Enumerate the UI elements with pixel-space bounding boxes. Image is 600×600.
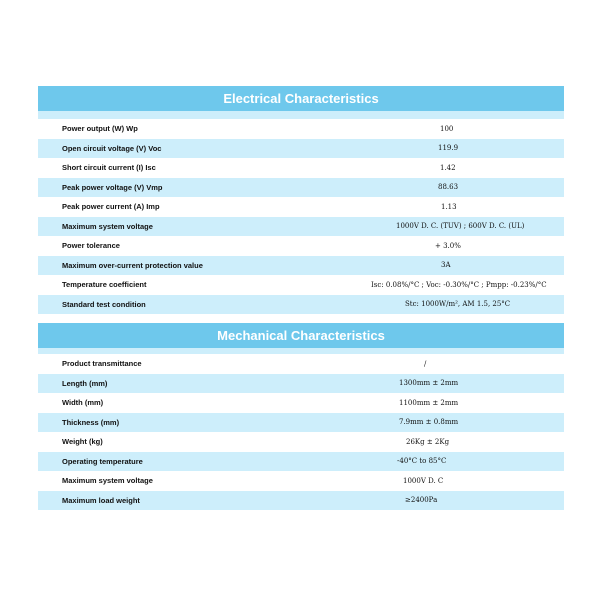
row-label: Length (mm): [62, 378, 108, 388]
spec-sheet: [38, 86, 564, 510]
row-label: Weight (kg): [62, 437, 103, 447]
row-value: Stc: 1000W/m², AM 1.5, 25°C: [405, 300, 511, 309]
row-label: Thickness (mm): [62, 417, 120, 427]
row-value: /: [424, 359, 427, 368]
row-value: 1300mm ± 2mm: [399, 379, 459, 388]
table-row: [38, 197, 564, 217]
row-label: Power output (W) Wp: [62, 124, 138, 134]
table-row: [38, 452, 564, 472]
section-gap: [38, 314, 564, 323]
row-label: Short circuit current (I) Isc: [62, 163, 156, 173]
electrical-section-title: Electrical Characteristics: [38, 86, 564, 111]
row-value: 1100mm ± 2mm: [399, 398, 459, 407]
mechanical-section-title: Mechanical Characteristics: [38, 323, 564, 348]
table-row: [38, 275, 564, 295]
row-value: 1.42: [440, 163, 456, 172]
mechanical-table: [38, 354, 564, 510]
row-label: Width (mm): [62, 398, 104, 408]
row-value: Isc: 0.08%/°C ; Voc: -0.30%/°C ; Pmpp: -0.23%/°C: [371, 280, 547, 289]
row-label: Temperature coefficient: [62, 280, 147, 290]
row-value: 1.13: [441, 202, 457, 211]
table-row: [38, 236, 564, 256]
row-label: Power tolerance: [62, 241, 120, 251]
row-value: 1000V D. C: [403, 476, 444, 485]
row-value: + 3.0%: [435, 241, 461, 250]
row-label: Product transmittance: [62, 359, 142, 369]
row-label: Peak power current (A) Imp: [62, 202, 160, 212]
row-value: -40°C to 85°C: [397, 457, 447, 466]
electrical-table: [38, 119, 564, 314]
row-label: Maximum load weight: [62, 495, 140, 505]
row-value: ≥2400Pa: [405, 496, 438, 505]
table-row: [38, 158, 564, 178]
table-row: [38, 139, 564, 159]
row-label: Maximum over-current protection value: [62, 260, 203, 270]
table-row: [38, 295, 564, 315]
table-row: [38, 354, 564, 374]
table-row: [38, 217, 564, 237]
table-row: [38, 491, 564, 511]
row-value: 100: [440, 124, 454, 133]
row-value: 119.9: [438, 144, 459, 153]
row-label: Maximum system voltage: [62, 476, 153, 486]
table-row: [38, 471, 564, 491]
row-label: Operating temperature: [62, 456, 143, 466]
table-row: [38, 256, 564, 276]
section-spacer: [38, 111, 564, 119]
row-label: Standard test condition: [62, 299, 146, 309]
table-row: [38, 178, 564, 198]
row-value: 26Kg ± 2Kg: [406, 437, 450, 446]
table-row: [38, 413, 564, 433]
table-row: [38, 374, 564, 394]
row-label: Peak power voltage (V) Vmp: [62, 182, 163, 192]
row-value: 1000V D. C. (TUV) ; 600V D. C. (UL): [396, 222, 525, 231]
row-value: 88.63: [438, 183, 459, 192]
row-label: Maximum system voltage: [62, 221, 153, 231]
table-row: [38, 432, 564, 452]
table-row: [38, 119, 564, 139]
row-label: Open circuit voltage (V) Voc: [62, 143, 162, 153]
row-value: 7.9mm ± 0.8mm: [399, 418, 459, 427]
row-value: 3A: [441, 261, 451, 270]
table-row: [38, 393, 564, 413]
